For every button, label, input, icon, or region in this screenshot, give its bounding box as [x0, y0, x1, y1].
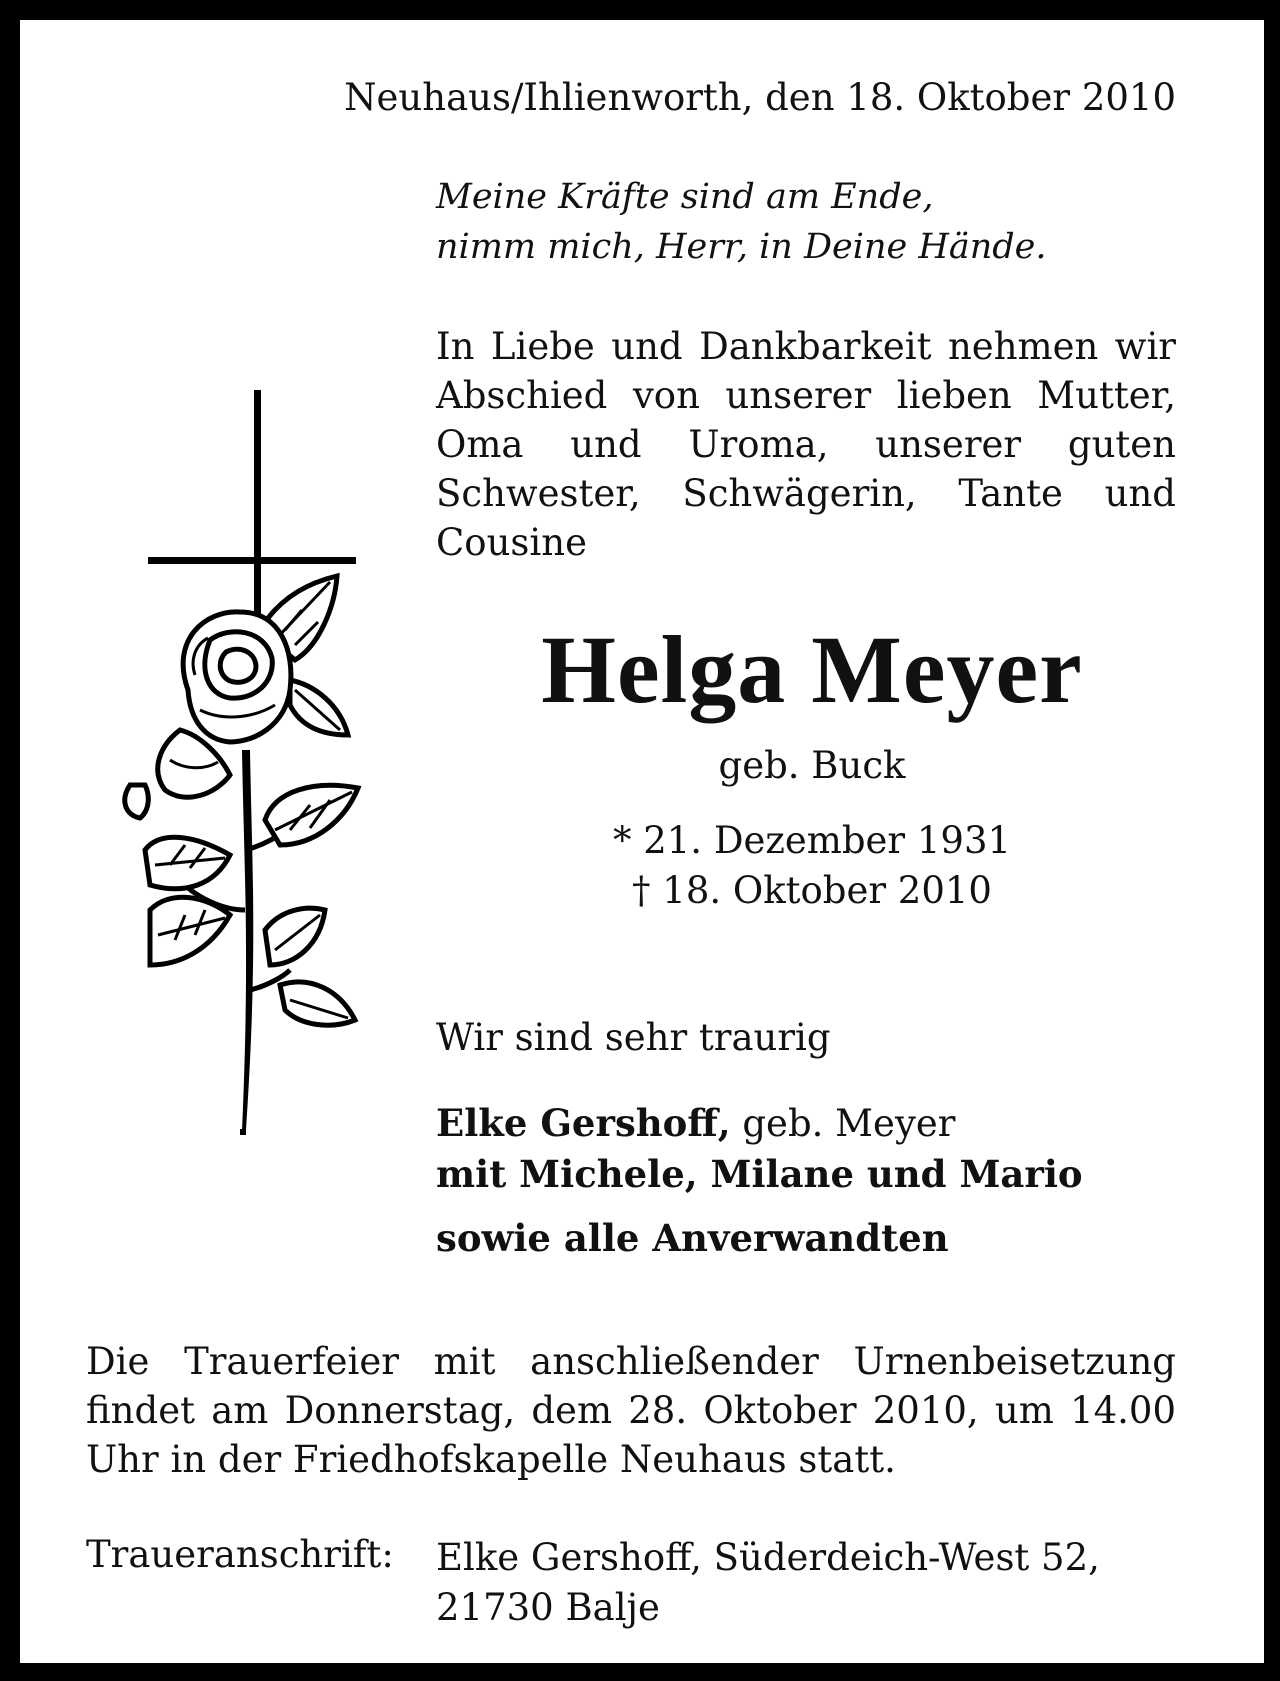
primary-mourner — [436, 1098, 1083, 1149]
address-line: Elke Gershoff, Süderdeich-West 52, — [436, 1536, 1100, 1579]
mourning-phrase: Wir sind sehr traurig — [436, 1016, 831, 1059]
primary-mourner-birth-name: geb. Meyer — [730, 1102, 956, 1145]
birth-date: * 21. Dezember 1931 — [612, 819, 1012, 862]
address-line: 21730 Balje — [436, 1586, 660, 1629]
birth-name: geb. Buck — [718, 744, 906, 787]
family-names — [436, 1098, 1083, 1200]
other-relatives: sowie alle Anverwandten — [436, 1216, 949, 1260]
life-dates — [436, 816, 1188, 916]
address-label: Traueranschrift: — [86, 1533, 394, 1576]
verse-line: nimm mich, Herr, in Deine Hände. — [436, 227, 1047, 267]
death-date: † 18. Oktober 2010 — [632, 869, 992, 912]
primary-mourner-name: Elke Gershoff, — [436, 1101, 731, 1145]
children-names — [436, 1149, 1083, 1200]
cross-with-rose-icon — [90, 390, 390, 1215]
verse — [436, 172, 1047, 272]
verse-line: Meine Kräfte sind am Ende, — [436, 177, 934, 217]
intro-text: In Liebe und Dankbarkeit nehmen wir Abschied von unserer lieben Mutter, Oma und Uroma, unserer guten Schwester, Schwägerin, Tante und Cousine — [436, 325, 1176, 564]
deceased-name: Helga Meyer — [541, 616, 1083, 723]
service-info: Die Trauerfeier mit anschließender Urnenbeisetzung findet am Donnerstag, dem 28. Oktober 2010, um 14.00 Uhr in der Friedhofskapelle Neuhaus statt. — [86, 1340, 1176, 1481]
place-date: Neuhaus/Ihlienworth, den 18. Oktober 2010 — [344, 76, 1176, 119]
mourning-address — [436, 1533, 1100, 1633]
children-names-text: mit Michele, Milane und Mario — [436, 1152, 1083, 1196]
obituary-notice — [20, 20, 1264, 1663]
